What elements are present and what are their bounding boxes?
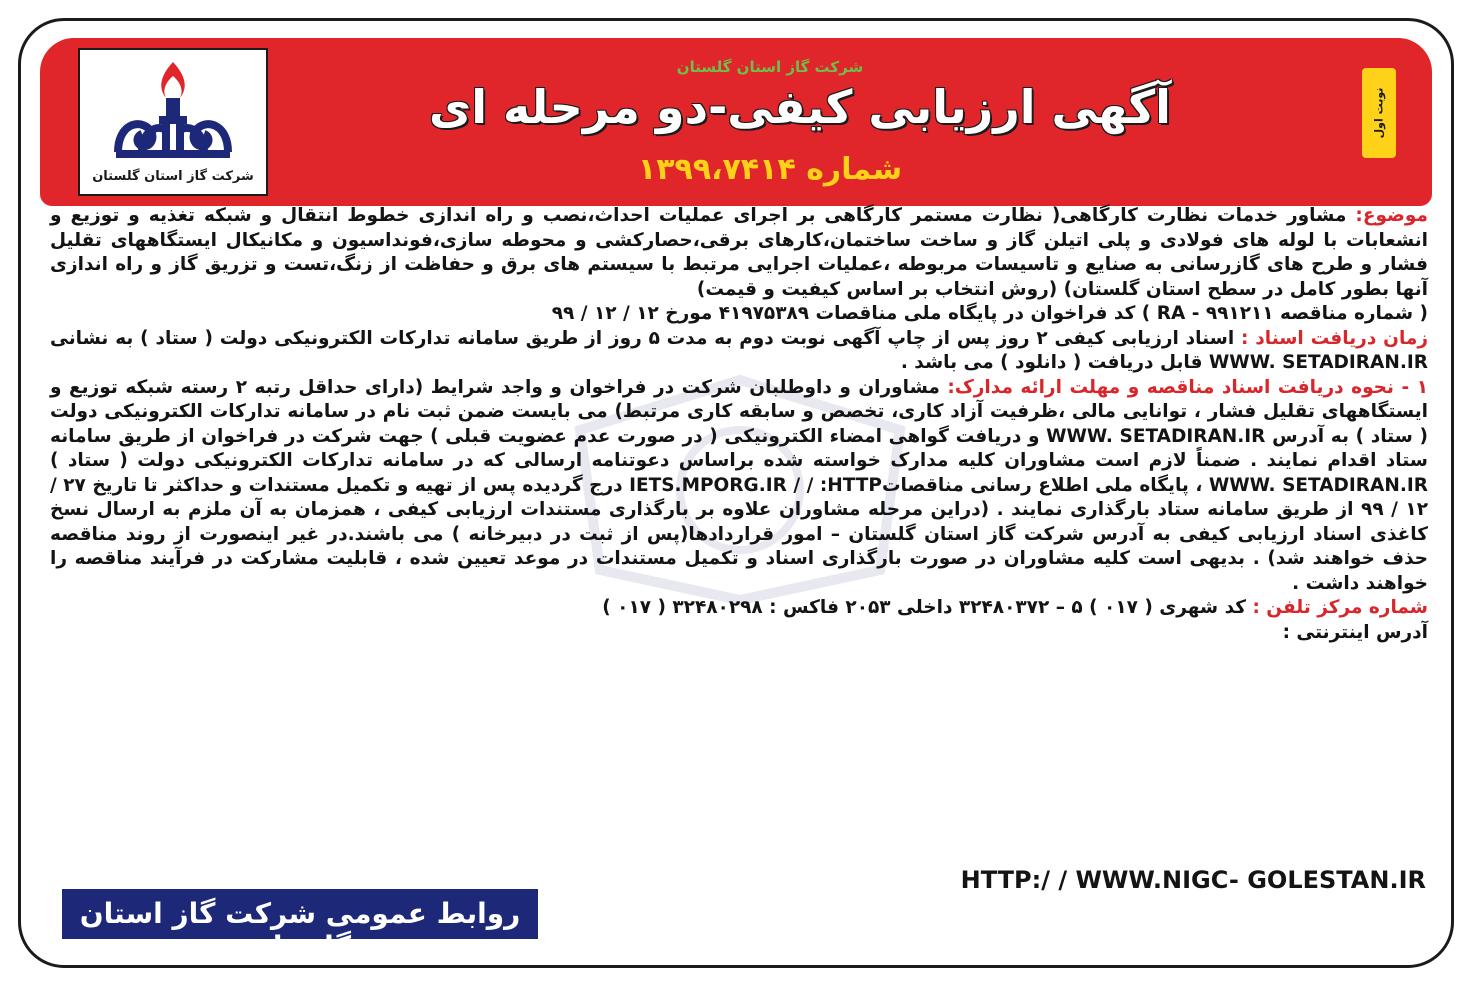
website-address: HTTP:/ / WWW.NIGC- GOLESTAN.IR [960, 866, 1426, 894]
phone-text: کد شهری ( ۰۱۷ ) ۵ – ۳۲۴۸۰۳۷۲ داخلی ۲۰۵۳ فاکس : ۳۲۴۸۰۲۹۸ ( ۰۱۷ ) [602, 597, 1247, 618]
phone-paragraph [50, 596, 1428, 621]
company-name-top: شرکت گاز استان گلستان [676, 58, 864, 76]
subject-text: مشاور خدمات نظارت کارگاهی( نظارت مستمر کارگاهی بر اجرای عملیات احداث،نصب و راه اندازی خطوط انتقال و شبکه تغذیه و توزیع و انشعابات با لوله های فولادی و پلی اتیلن گاز و ساخت ساختمان،کارهای برقی،حصارکشی و محوطه سازی،فونداسیون و مکانیکال ایستگاههای تقلیل فشار و طرح های گازرسانی به صنایع و تاسیسات مربوطه ،عملیات اجرایی مرتبط با سیستم های برق و حفاظت از زنگ،تست و تزریق گاز و راه اندازی آنها بطور کامل در سطح استان گلستان) (روش انتخاب بر اساس کیفیت و قیمت) [50, 205, 1428, 300]
receipt-text: اسناد ارزیابی کیفی ۲ روز پس از چاپ آگهی نوبت دوم به مدت ۵ روز از طریق سامانه تدارکات الکترونیکی دولت ( ستاد ) به نشانی WWW. SETADIRAN.IR قابل دریافت ( دانلود ) می باشد . [50, 327, 1428, 373]
phone-label: شماره مرکز تلفن : [1252, 597, 1428, 618]
announcement-body [50, 204, 1428, 854]
announcement-number: شماره ۱۳۹۹،۷۴۱۴ [637, 152, 903, 187]
subject-paragraph [50, 204, 1428, 302]
section1-text: مشاوران و داوطلبان شرکت در فراخوان و واجد شرایط (دارای حداقل رتبه ۲ رسته شبکه توزیع و ایستگاههای تقلیل فشار ، توانایی مالی ،ظرفیت آزاد کاری، تخصص و سابقه کاری مرتبط) می بایست ضمن ثبت نام در سامانه تدارکات الکترونیکی دولت ( ستاد ) به آدرس WWW. SETADIRAN.IR و دریافت گواهی امضاء الکترونیکی ( در صورت عدم عضویت قبلی ) جهت شرکت در فراخوان از طریق سامانه ستاد اقدام نمایند . ضمناً لازم است مشاوران کلیه مدارک خواسته شده براساس دعوتنامه ارسالی که در سامانه تدارکات الکترونیکی دولت ( ستاد ) WWW. SETADIRAN.IR ، پایگاه ملی اطلاع رسانی مناقصاتIETS.MPORG.IR / / :HTTP درج گردیده پس از تهیه و تکمیل مستندات و حداکثر تا تاریخ ۲۷ / ۱۲ / ۹۹ از طریق سامانه ستاد بارگذاری نمایند . (دراین مرحله مشاوران علاوه بر بارگذاری مستندات ارزیابی کیفی ، همزمان به آن ملزم به ارسال نسخ کاغذی اسناد ارزیابی کیفی به آدرس شرکت گاز استان گلستان – امور قراردادها(پس از ثبت در دبیرخانه ) می باشند.در غیر اینصورت از روند مناقصه حذف خواهند شد) . بدیهی است کلیه مشاوران در صورت بارگذاری اسناد و تکمیل مستندات در موعد تعیین شده ، قابلیت مشارکت در فرآیند مناقصه را خواهند داشت . [50, 376, 1428, 594]
round-tag [1362, 68, 1396, 158]
subject-label: موضوع: [1355, 205, 1428, 226]
receipt-label: زمان دریافت اسناد : [1241, 327, 1428, 349]
section1-label: ۱ - نحوه دریافت اسناد مناقصه و مهلت ارائه مدارک: [947, 376, 1428, 398]
tender-line: ( شماره مناقصه ۹۹۱۲۱۱ - RA ) کد فراخوان در پایگاه ملی مناقصات ۴۱۹۷۵۳۸۹ مورخ ۱۲ / ۱۲ / ۹۹ [551, 303, 1428, 324]
round-tag-label: نوبت اول [1372, 87, 1386, 139]
public-relations-label: روابط عمومی شرکت گاز استان گلستان [79, 897, 521, 963]
public-relations-box [62, 889, 538, 963]
gas-flame-logo-icon [80, 54, 266, 174]
logo-caption: شرکت گاز استان گلستان [92, 169, 254, 184]
page-title: آگهی ارزیابی کیفی-دو مرحله ای [429, 80, 1171, 134]
web-label: آدرس اینترنتی : [1282, 621, 1428, 643]
receipt-paragraph [50, 327, 1428, 376]
company-logo [78, 48, 268, 196]
section1-paragraph [50, 376, 1428, 597]
